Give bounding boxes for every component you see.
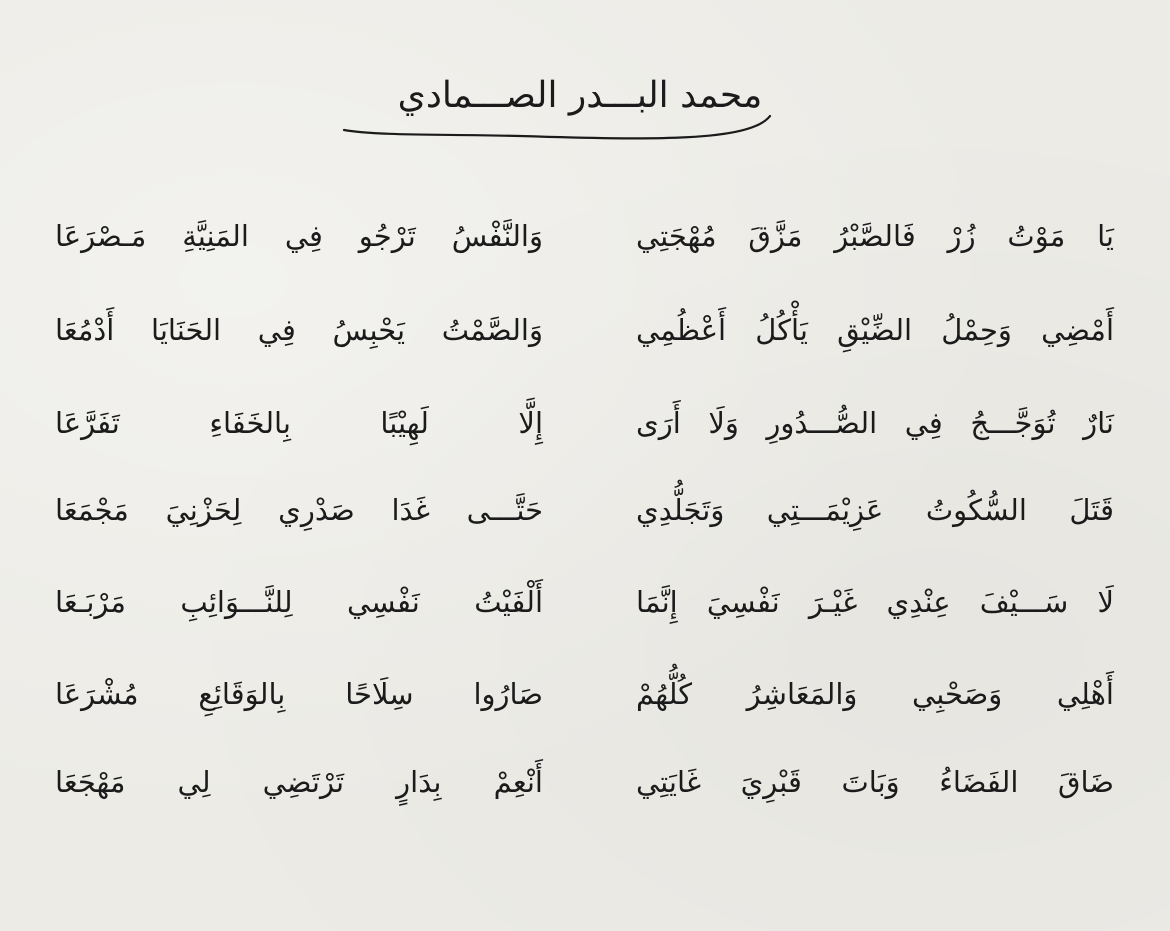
title-swash-ornament xyxy=(320,112,840,142)
verse-4-second-hemistich: حَتَّـــى غَدَا صَدْرِي لِحَزْنِيَ مَجْمَعَا xyxy=(55,493,543,527)
verse-2-second-hemistich: وَالصَّمْتُ يَحْبِسُ فِي الحَنَايَا أَدْمُعَا xyxy=(55,313,543,347)
verse-1-second-hemistich: وَالنَّفْسُ تَرْجُو فِي المَنِيَّةِ مَـصْرَعَا xyxy=(55,219,543,253)
verse-5-first-hemistich: لَا سَـــيْفَ عِنْدِي غَيْـرَ نَفْسِيَ إِنَّمَا xyxy=(636,585,1114,619)
verse-6-first-hemistich: أَهْلِي وَصَحْبِي وَالمَعَاشِرُ كُلُّهُمْ xyxy=(636,677,1114,711)
verse-6-second-hemistich: صَارُوا سِلَاحًا بِالوَقَائِعِ مُشْرَعَا xyxy=(55,677,543,711)
verse-3-first-hemistich: نَارٌ تُوَجَّـــجُ فِي الصُّـــدُورِ وَلَا أَرَى xyxy=(636,406,1114,440)
poet-name-title: محمد البـــدر الصـــمادي xyxy=(397,75,763,116)
verse-1-first-hemistich: يَا مَوْتُ زُرْ فَالصَّبْرُ مَزَّقَ مُهْجَتِي xyxy=(636,219,1114,253)
verse-5-second-hemistich: أَلْفَيْتُ نَفْسِي لِلنَّـــوَائِبِ مَرْبَـعَا xyxy=(55,585,543,619)
verse-2-first-hemistich: أَمْضِي وَحِمْلُ الضِّيْقِ يَأْكُلُ أَعْظُمِي xyxy=(636,313,1114,347)
verse-7-second-hemistich: أَنْعِمْ بِدَارٍ تَرْتَضِي لِي مَهْجَعَا xyxy=(55,765,543,799)
verse-3-second-hemistich: إِلَّا لَهِيْبًا بِالخَفَاءِ تَفَرَّعَا xyxy=(55,406,543,440)
verse-7-first-hemistich: ضَاقَ الفَضَاءُ وَبَاتَ قَبْرِيَ غَايَتِي xyxy=(636,765,1114,799)
verse-4-first-hemistich: قَتَلَ السُّكُوتُ عَزِيْمَـــتِي وَتَجَلُّدِي xyxy=(636,493,1114,527)
poem-title-block xyxy=(300,68,860,124)
